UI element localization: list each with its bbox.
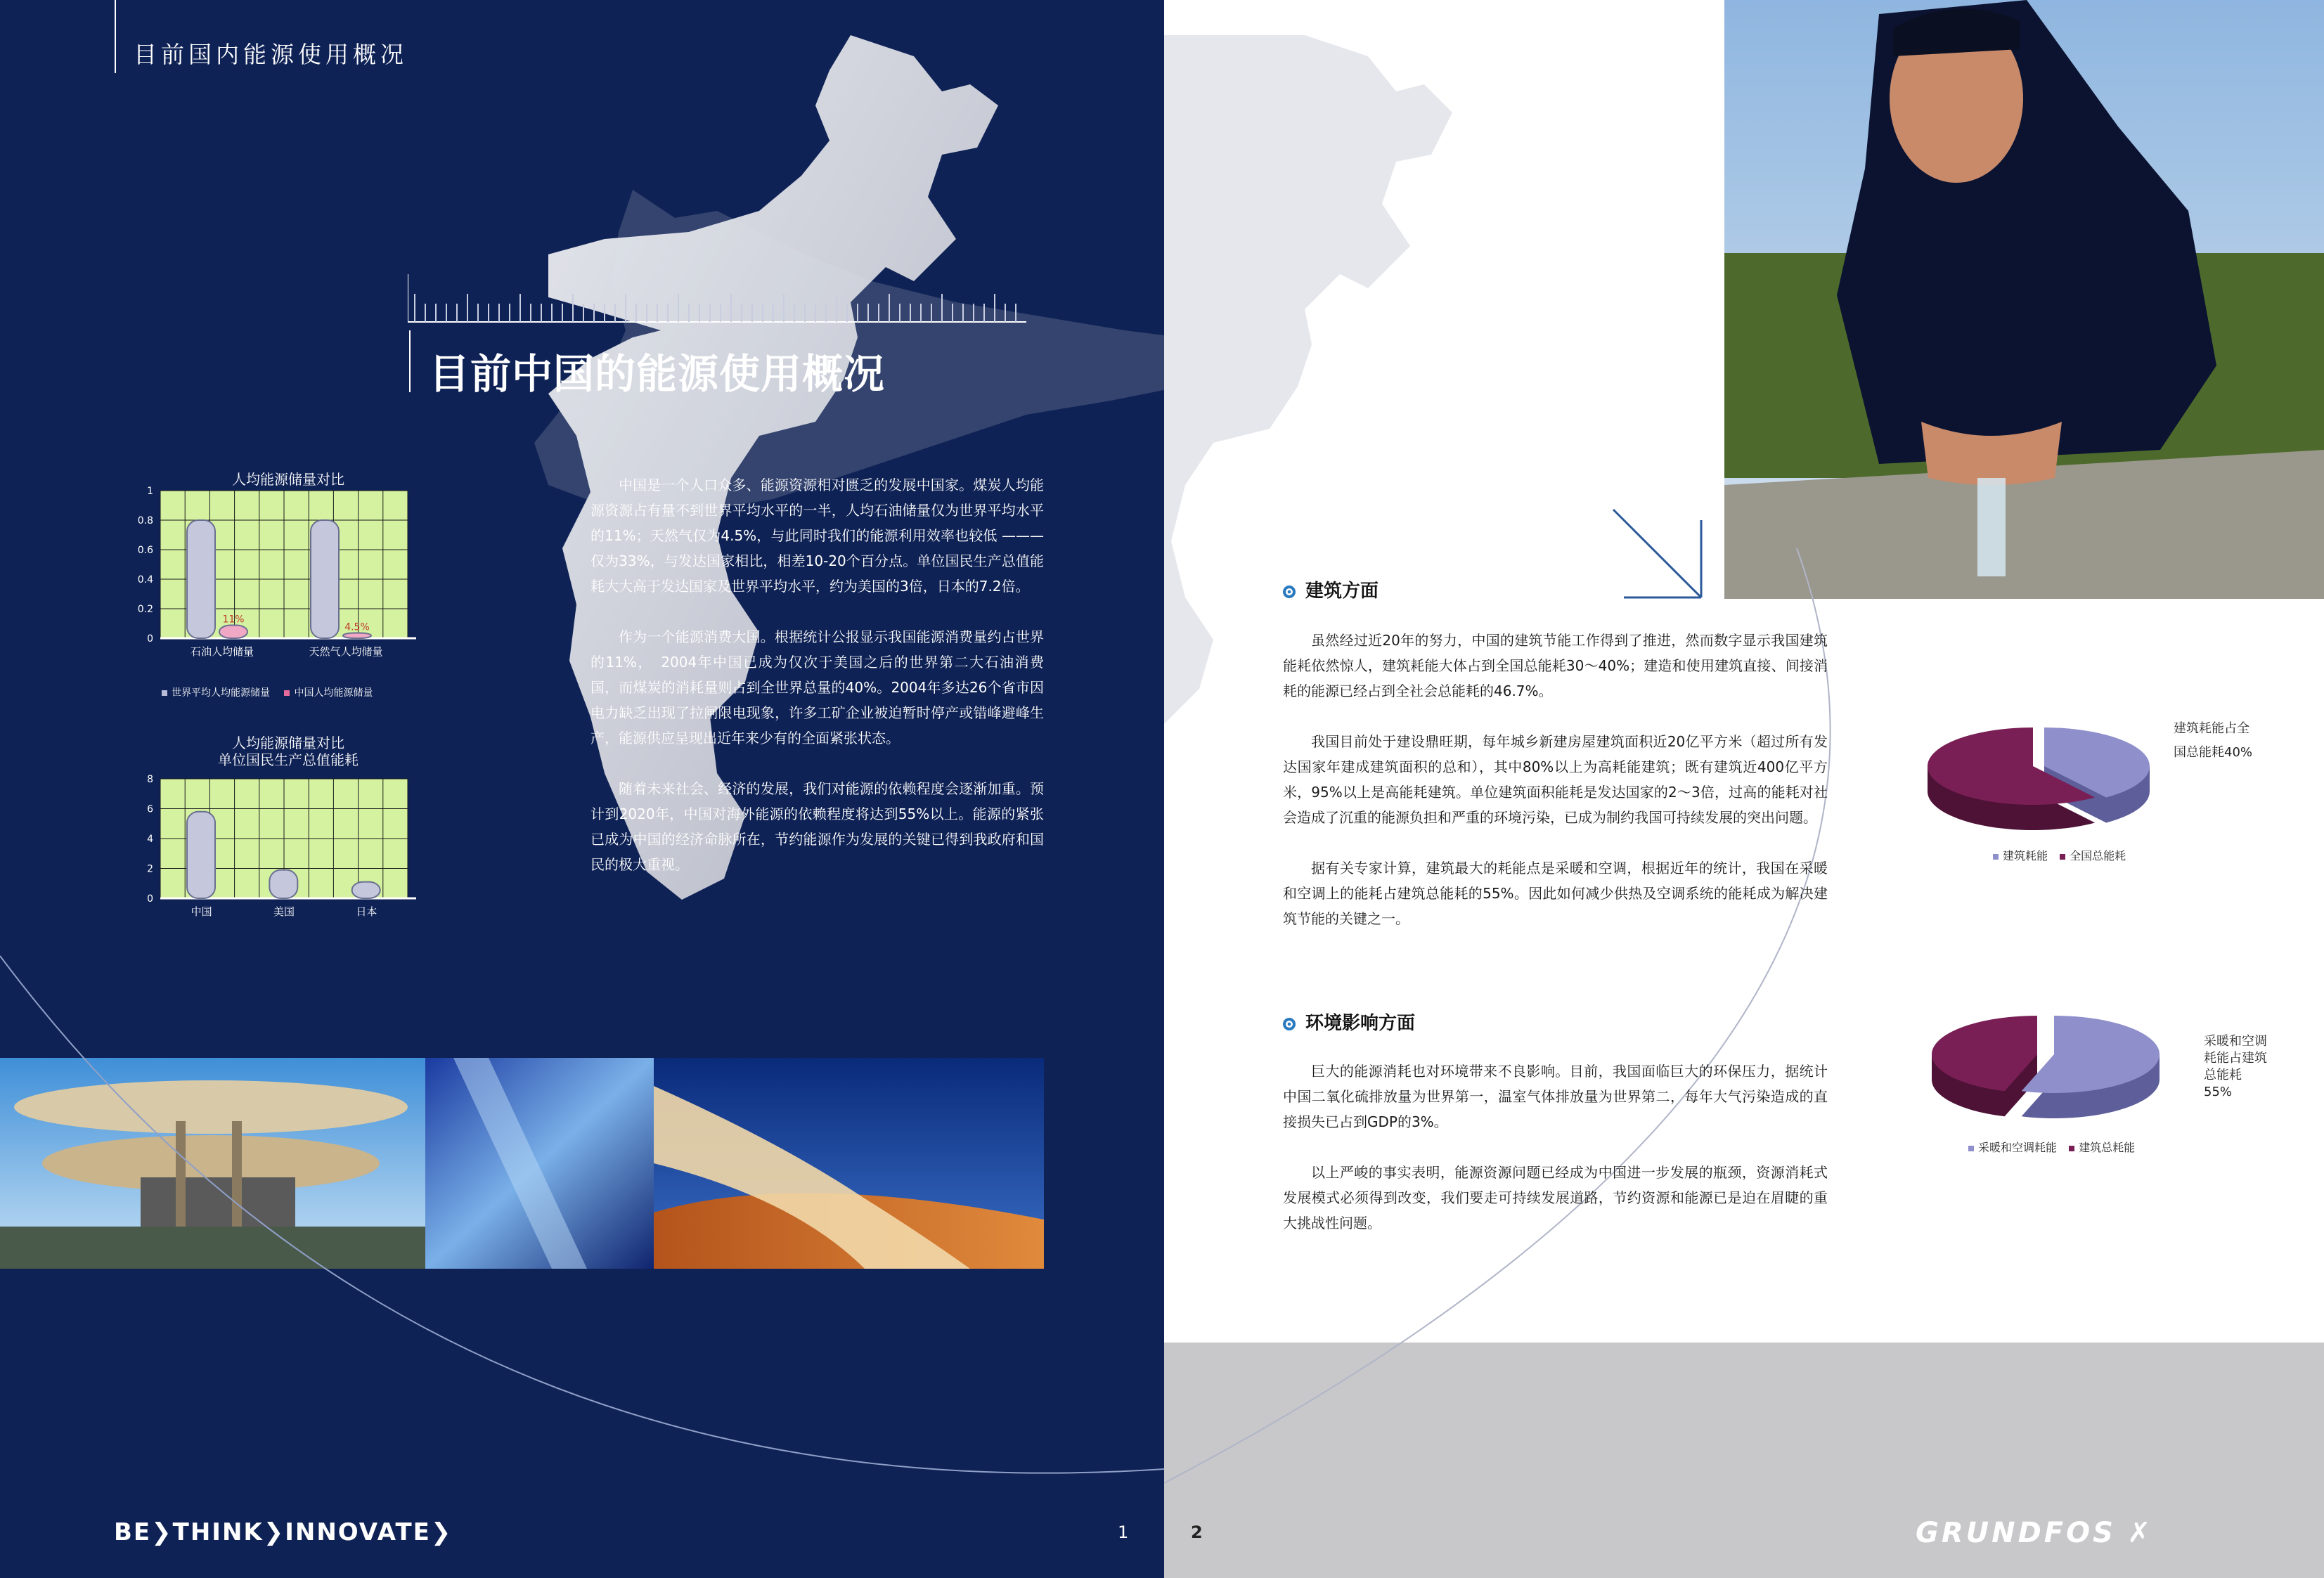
tagline-innovate: INNOVATE xyxy=(285,1518,431,1546)
chart-ytick-label: 1 xyxy=(147,486,153,497)
chart-bar xyxy=(219,626,247,638)
chart-bar xyxy=(311,520,339,638)
pie2-legend-swatch-2 xyxy=(2069,1146,2074,1151)
building-paragraph-3: 据有关专家计算，建筑最大的耗能点是采暖和空调，根据近年的统计，我国在采暖和空调上的能耗占建筑总能耗的55%。因此如何减少供热及空调系统的能耗成为解决建筑节能的关键之一。 xyxy=(1283,860,1828,927)
chart-ytick-label: 8 xyxy=(147,774,153,785)
main-title-rule xyxy=(409,330,411,392)
pie1-legend-label-2: 全国总能耗 xyxy=(2070,849,2126,862)
chart-xtick-label: 美国 xyxy=(273,905,295,918)
pie1-legend-swatch-2 xyxy=(2060,854,2065,860)
chart2-title-line-1: 人均能源储量对比 xyxy=(232,735,344,751)
chart2-title xyxy=(162,735,415,768)
tagline xyxy=(114,1518,452,1546)
chart-bar xyxy=(187,520,215,638)
pie2-svg xyxy=(1926,1005,2179,1125)
left-paragraph-3: 随着未来社会、经济的发展，我们对能源的依赖程度会逐渐加重。预计到2020年，中国对海外能源的依赖程度将达到55%以上。能源的紧张已成为中国的经济命脉所在，节约能源作为发展的关键已得到我政府和国民的极大重视。 xyxy=(590,780,1044,873)
section-heading-building xyxy=(1283,576,1379,602)
chart2-svg xyxy=(134,773,436,935)
environment-paragraph-1: 巨大的能源消耗也对环境带来不良影响。目前，我国面临巨大的环保压力，据统计中国二氧化硫排放量为世界第一，温室气体排放量为世界第二，每年大气污染造成的直接损失已占到GDP的3%。 xyxy=(1283,1063,1828,1130)
chart-ytick-label: 4 xyxy=(147,834,153,845)
chart-ytick-label: 0.6 xyxy=(137,545,153,556)
main-title: 目前中国的能源使用概况 xyxy=(429,350,886,398)
chart-xtick-label: 日本 xyxy=(356,905,377,918)
section-title: 目前国内能源使用概况 xyxy=(134,41,408,68)
chart1-legend xyxy=(162,685,373,699)
pie2-label-line-2: 耗能占建筑 xyxy=(2204,1051,2267,1066)
decorative-arc xyxy=(0,914,1164,1511)
pie2-legend-label-2: 建筑总耗能 xyxy=(2079,1141,2136,1154)
chevron-right-icon: ❯ xyxy=(151,1518,173,1546)
pie2-label-line-1: 采暖和空调 xyxy=(2204,1034,2267,1049)
chart-bar xyxy=(352,882,380,898)
chart-data-label: 4.5% xyxy=(344,621,370,633)
grundfos-x-icon: ✗ xyxy=(2126,1517,2154,1549)
chart-ytick-label: 0.4 xyxy=(137,574,153,586)
pie1-legend xyxy=(1993,847,2126,863)
chart-bar xyxy=(269,870,297,898)
page-number-right: 2 xyxy=(1191,1522,1203,1542)
bullet-circle-icon xyxy=(1283,586,1296,598)
page-number-left: 1 xyxy=(1118,1522,1129,1542)
pie2-legend-swatch-1 xyxy=(1968,1146,1974,1151)
pie2-legend-label-1: 采暖和空调耗能 xyxy=(1978,1141,2058,1154)
chart-ytick-label: 0.2 xyxy=(137,604,153,615)
environment-paragraph-2: 以上严峻的事实表明，能源资源问题已经成为中国进一步发展的瓶颈，资源消耗式发展模式必须得到改变，我们要走可持续发展道路，节约资源和能源已是迫在眉睫的重大挑战性问题。 xyxy=(1283,1164,1828,1231)
chart-xtick-label: 中国 xyxy=(191,905,212,918)
section-heading-building-text: 建筑方面 xyxy=(1305,581,1379,602)
section-body-building xyxy=(1283,628,1828,957)
pie2-label-line-4: 55% xyxy=(2204,1085,2233,1099)
chart-ytick-label: 6 xyxy=(147,803,153,815)
left-paragraph-2: 作为一个能源消费大国。根据统计公报显示我国能源消费量约占世界的11%， 2004年中国已成为仅次于美国之后的世界第二大石油消费国，而煤炭的消耗量则占到全世界总量的40%。2004年多达26个省市因电力缺乏出现了拉闸限电现象，许多工矿企业被迫暂时停产或错峰避峰生产，能源供应呈现出近年来少有的全面紧张状态。 xyxy=(590,628,1044,746)
bullet-circle-icon xyxy=(1283,1018,1296,1030)
pie2-legend xyxy=(1968,1139,2135,1155)
section-title-rule xyxy=(115,0,116,73)
chart-data-label: 11% xyxy=(222,614,245,626)
ruler-decoration xyxy=(408,274,1026,323)
chart1-legend-swatch-1 xyxy=(162,690,167,696)
chart1-legend-label-2: 中国人均能源储量 xyxy=(294,687,373,699)
chart1-title: 人均能源储量对比 xyxy=(232,471,344,488)
chart-ytick-label: 0.8 xyxy=(137,515,153,526)
pie2-label xyxy=(2204,1033,2267,1101)
chart-ytick-label: 2 xyxy=(147,863,153,875)
pie1-legend-swatch-1 xyxy=(1993,854,1999,860)
pie1-label-line-2: 国总能耗40% xyxy=(2174,745,2253,760)
building-paragraph-2: 我国目前处于建设鼎旺期，每年城乡新建房屋建筑面积近20亿平方米（超过所有发达国家年建成建筑面积的总和），其中80%以上为高耗能建筑；既有建筑近400亿平方米，95%以上是高能耗建筑。单位建筑面积能耗是发达国家的2～3倍，过高的能耗对社会造成了沉重的能源负担和严重的环境污染，已成为制约我国可持续发展的突出问题。 xyxy=(1283,733,1828,826)
chart-xtick-label: 天然气人均储量 xyxy=(309,645,383,658)
left-paragraph-1: 中国是一个人口众多、能源资源相对匮乏的发展中国家。煤炭人均能源资源占有量不到世界平均水平的一半，人均石油储量仅为世界平均水平的11%；天然气仅为4.5%，与此同时我们的能源利用效率也较低 ——— 仅为33%，与发达国家相比，相差10-20个百分点。单位国民生产总值能耗大大高于发达国家及世界平均水平，约为美国的3倍，日本的7.2倍。 xyxy=(590,477,1044,595)
chart1-svg xyxy=(134,485,436,668)
left-body-text xyxy=(590,472,1044,903)
pie1-label xyxy=(2174,717,2252,765)
chart-xtick-label: 石油人均储量 xyxy=(190,645,254,658)
section-body-environment xyxy=(1283,1059,1828,1261)
section-heading-environment xyxy=(1283,1009,1415,1035)
chevron-right-icon: ❯ xyxy=(263,1518,285,1546)
pie1-legend-label-1: 建筑耗能 xyxy=(2003,849,2048,862)
brand-name: GRUNDFOS xyxy=(1916,1517,2116,1549)
chevron-right-icon: ❯ xyxy=(430,1518,453,1546)
tagline-think: THINK xyxy=(172,1518,264,1546)
section-heading-environment-text: 环境影响方面 xyxy=(1305,1013,1416,1034)
chart-ytick-label: 0 xyxy=(147,633,153,645)
tagline-be: BE xyxy=(114,1518,152,1546)
chart2-title-line-2: 单位国民生产总值能耗 xyxy=(218,751,359,768)
building-paragraph-1: 虽然经过近20年的努力，中国的建筑节能工作得到了推进，然而数字显示我国建筑能耗依然惊人，建筑耗能大体占到全国总能耗30～40%；建造和使用建筑直接、间接消耗的能源已经占到全社会总能耗的46.7%。 xyxy=(1283,632,1828,699)
chart-bar xyxy=(187,812,215,898)
pie1-svg xyxy=(1919,717,2172,836)
chart-bar xyxy=(343,633,371,638)
grundfos-logo xyxy=(1916,1517,2153,1549)
pie2-label-line-3: 总能耗 xyxy=(2204,1068,2242,1082)
chart1-legend-label-1: 世界平均人均能源储量 xyxy=(172,687,270,699)
chart-ytick-label: 0 xyxy=(147,893,153,905)
pie1-label-line-1: 建筑耗能占全 xyxy=(2174,721,2249,736)
chart1-legend-swatch-2 xyxy=(284,690,290,696)
